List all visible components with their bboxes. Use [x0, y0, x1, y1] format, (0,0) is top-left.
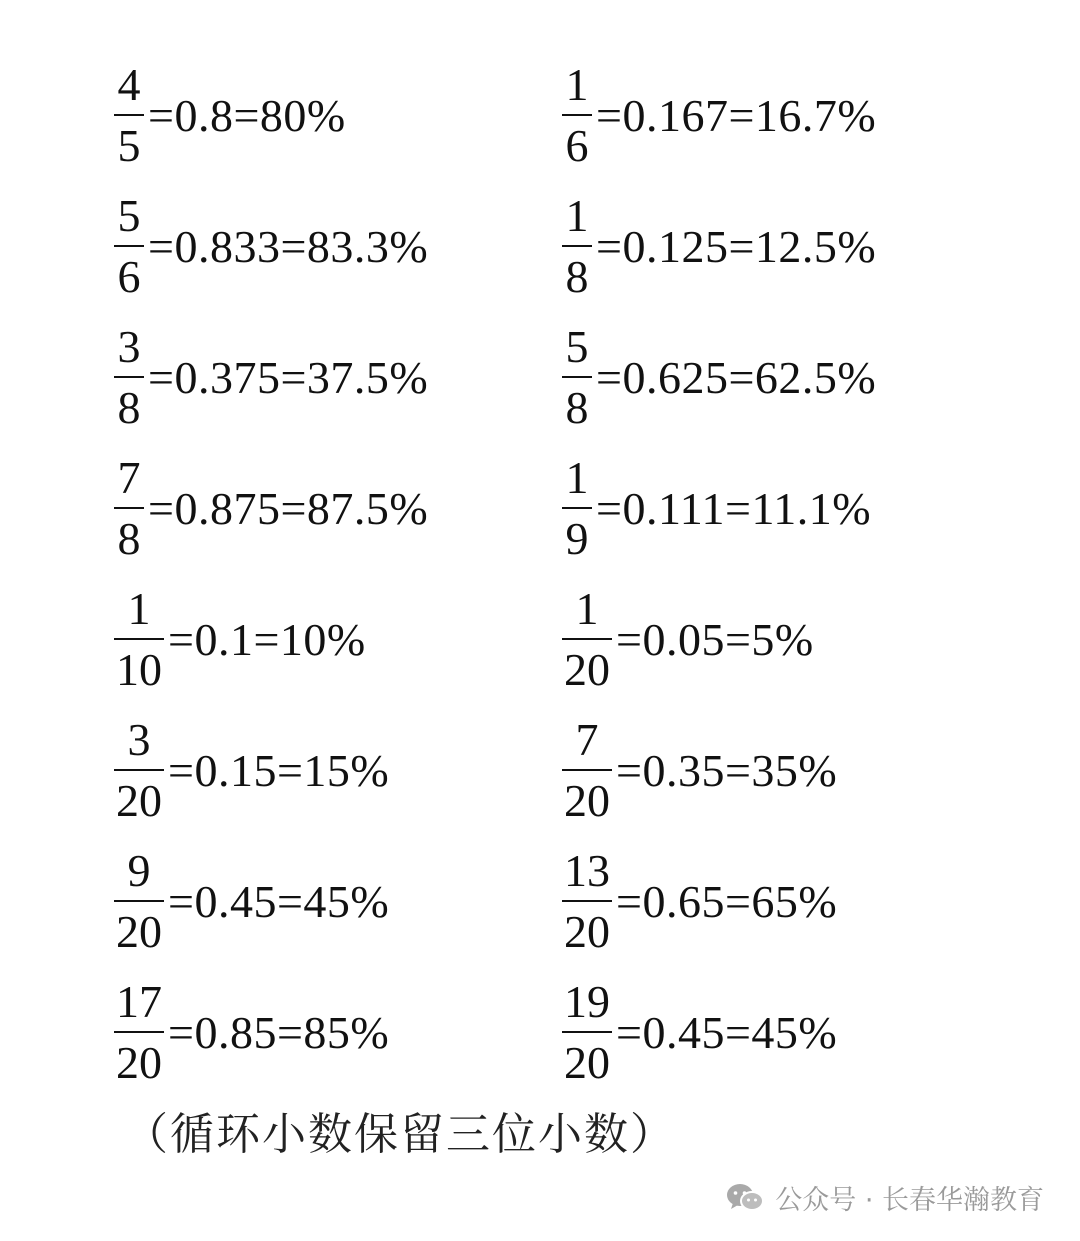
fraction — [114, 452, 144, 564]
fraction — [562, 190, 592, 302]
denominator: 8 — [565, 251, 589, 302]
denominator: 20 — [564, 775, 610, 826]
watermark-text: 公众号 · 长春华瀚教育 — [775, 1185, 1044, 1216]
rounding-note: （循环小数保留三位小数） — [124, 1109, 676, 1160]
conversion-entry — [114, 574, 428, 705]
watermark — [725, 1178, 1044, 1217]
equivalents: =0.85=85% — [168, 1006, 390, 1058]
fraction — [562, 452, 592, 564]
fraction — [562, 583, 612, 695]
fraction — [562, 845, 612, 957]
conversion-entry — [114, 443, 428, 574]
equivalents: =0.167=16.7% — [596, 89, 877, 141]
fraction — [114, 190, 144, 302]
denominator: 20 — [116, 1037, 162, 1088]
denominator: 6 — [117, 251, 141, 302]
numerator: 9 — [127, 845, 151, 896]
fraction — [562, 976, 612, 1088]
conversion-entry — [114, 705, 428, 836]
denominator: 10 — [116, 644, 162, 695]
denominator: 9 — [565, 513, 589, 564]
equivalents: =0.875=87.5% — [148, 482, 429, 534]
fraction — [114, 321, 144, 433]
equivalents: =0.35=35% — [616, 744, 838, 796]
conversion-entry — [114, 50, 428, 181]
conversion-entry — [562, 181, 876, 312]
equivalents: =0.1=10% — [168, 613, 366, 665]
conversion-entry — [114, 967, 428, 1098]
fraction — [562, 59, 592, 171]
conversion-entry — [114, 181, 428, 312]
equivalents: =0.125=12.5% — [596, 220, 877, 272]
fraction — [114, 714, 164, 826]
conversion-entry — [562, 574, 876, 705]
denominator: 8 — [117, 382, 141, 433]
denominator: 20 — [564, 644, 610, 695]
conversion-entry — [114, 312, 428, 443]
denominator: 20 — [116, 906, 162, 957]
denominator: 8 — [117, 513, 141, 564]
numerator: 4 — [117, 59, 141, 110]
fraction — [562, 321, 592, 433]
wechat-icon — [725, 1182, 765, 1214]
numerator: 5 — [565, 321, 589, 372]
numerator: 3 — [127, 714, 151, 765]
numerator: 1 — [565, 59, 589, 110]
numerator: 3 — [117, 321, 141, 372]
equivalents: =0.833=83.3% — [148, 220, 429, 272]
denominator: 6 — [565, 120, 589, 171]
denominator: 8 — [565, 382, 589, 433]
fraction — [114, 59, 144, 171]
numerator: 1 — [565, 452, 589, 503]
fraction — [114, 845, 164, 957]
fraction — [114, 583, 164, 695]
conversion-entry — [562, 967, 876, 1098]
numerator: 7 — [575, 714, 599, 765]
conversion-entry — [562, 443, 876, 574]
equivalents: =0.111=11.1% — [596, 482, 872, 534]
equivalents: =0.625=62.5% — [596, 351, 877, 403]
numerator: 19 — [564, 976, 610, 1027]
equivalents: =0.65=65% — [616, 875, 838, 927]
equivalents: =0.375=37.5% — [148, 351, 429, 403]
numerator: 1 — [127, 583, 151, 634]
denominator: 20 — [564, 1037, 610, 1088]
denominator: 5 — [117, 120, 141, 171]
equivalents: =0.15=15% — [168, 744, 390, 796]
denominator: 20 — [564, 906, 610, 957]
conversion-entry — [562, 312, 876, 443]
denominator: 20 — [116, 775, 162, 826]
numerator: 13 — [564, 845, 610, 896]
equivalents: =0.8=80% — [148, 89, 346, 141]
conversion-entry — [114, 836, 428, 967]
conversion-entry — [562, 836, 876, 967]
numerator: 17 — [116, 976, 162, 1027]
numerator: 7 — [117, 452, 141, 503]
equivalents: =0.45=45% — [168, 875, 390, 927]
equivalents: =0.45=45% — [616, 1006, 838, 1058]
conversion-entry — [562, 50, 876, 181]
numerator: 1 — [565, 190, 589, 241]
fraction — [114, 976, 164, 1088]
numerator: 1 — [575, 583, 599, 634]
conversion-entry — [562, 705, 876, 836]
equivalents: =0.05=5% — [616, 613, 814, 665]
numerator: 5 — [117, 190, 141, 241]
right-column — [562, 50, 876, 1098]
fraction — [562, 714, 612, 826]
left-column — [114, 50, 428, 1098]
